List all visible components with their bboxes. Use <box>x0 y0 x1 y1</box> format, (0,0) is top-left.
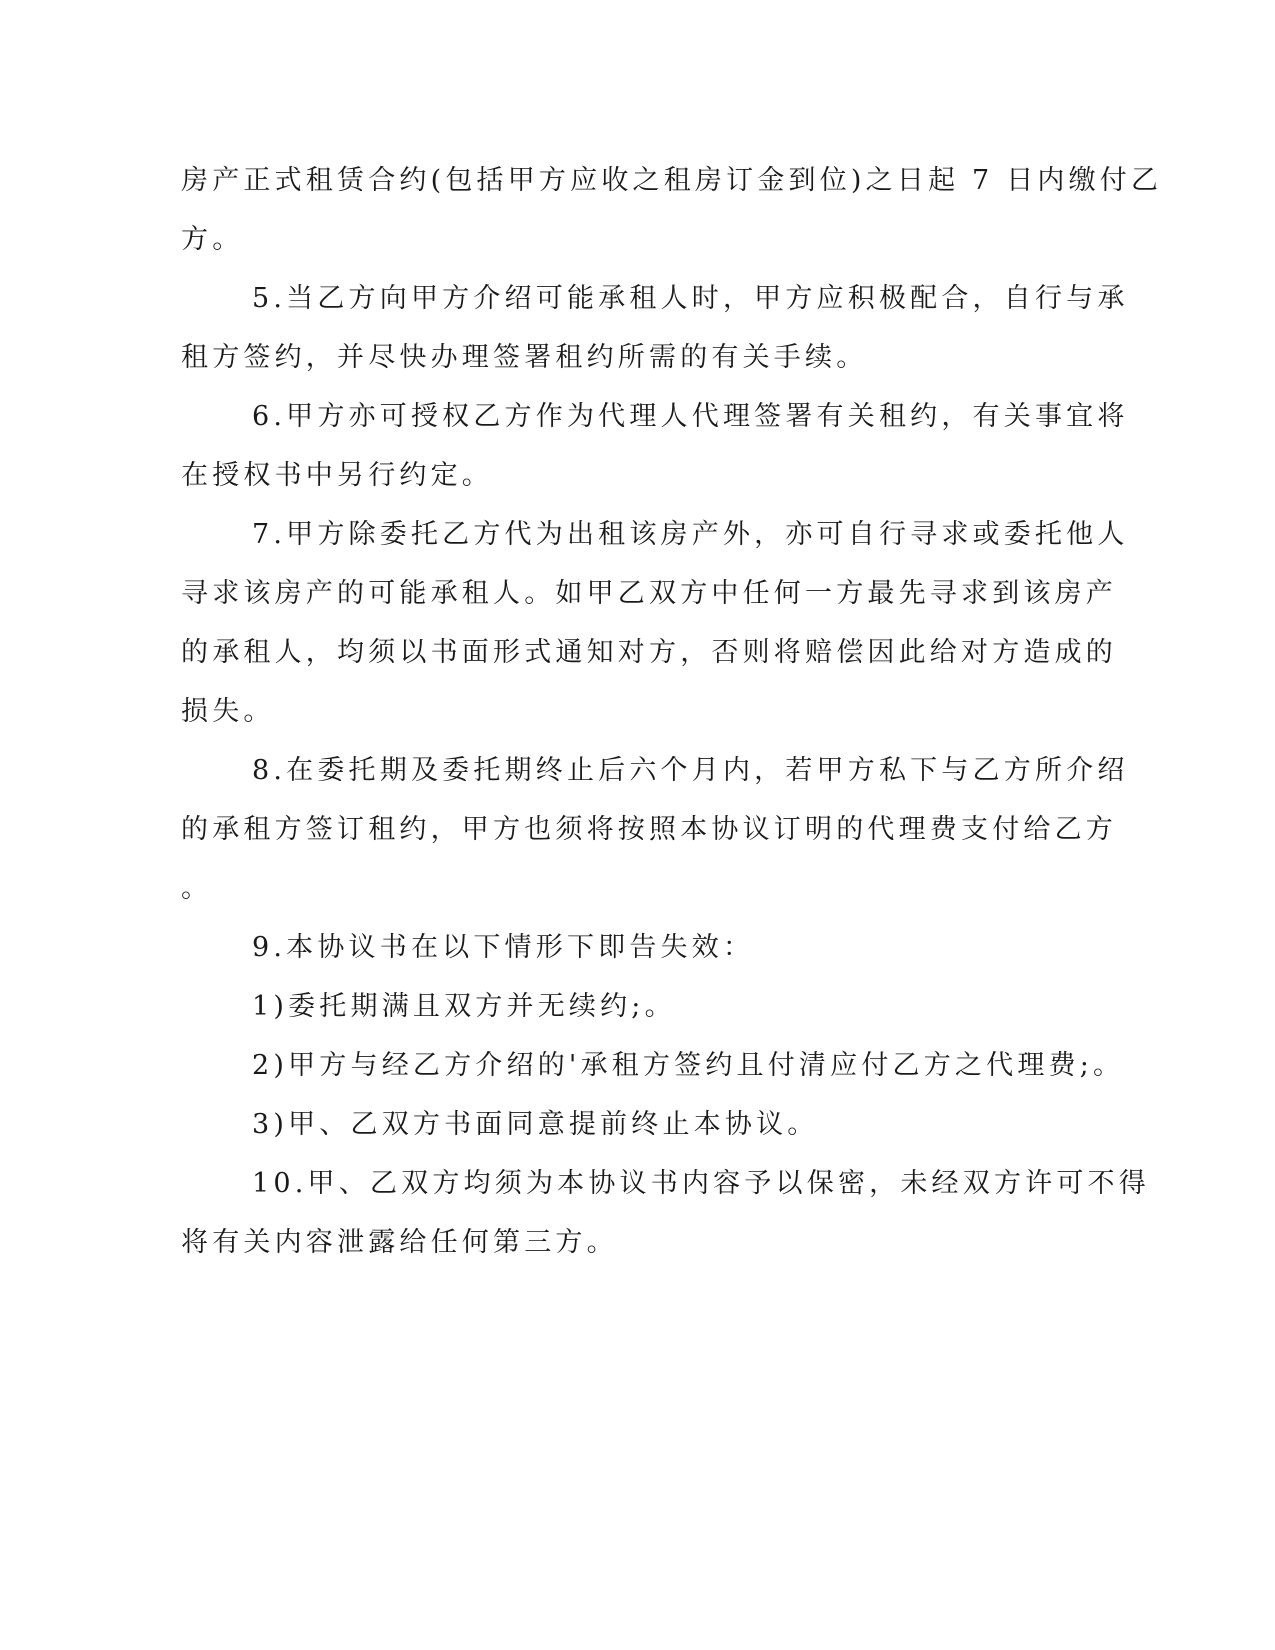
text-line: 房产正式租赁合约(包括甲方应收之租房订金到位)之日起 7 日内缴付乙 <box>181 165 1163 196</box>
text-line: 损失。 <box>181 696 275 727</box>
text-line: 。 <box>181 873 213 904</box>
list-item: 2)甲方与经乙方介绍的'承租方签约且付清应付乙方之代理费;。 <box>252 1050 1125 1081</box>
text-line: 的承租人，均须以书面形式通知对方，否则将赔偿因此给对方造成的 <box>181 637 1117 668</box>
list-item: 1)委托期满且双方并无续约;。 <box>252 991 676 1022</box>
paragraph-8-line: 8.在委托期及委托期终止后六个月内，若甲方私下与乙方所介绍 <box>252 755 1129 786</box>
paragraph-6-line: 6.甲方亦可授权乙方作为代理人代理签署有关租约，有关事宜将 <box>252 401 1129 432</box>
list-item: 3)甲、乙双方书面同意提前终止本协议。 <box>252 1109 819 1140</box>
text-line: 的承租方签订租约，甲方也须将按照本协议订明的代理费支付给乙方 <box>181 814 1117 845</box>
paragraph-5-line: 5.当乙方向甲方介绍可能承租人时，甲方应积极配合，自行与承 <box>252 283 1129 314</box>
text-line: 租方签约，并尽快办理签署租约所需的有关手续。 <box>181 342 868 373</box>
paragraph-7-line: 7.甲方除委托乙方代为出租该房产外，亦可自行寻求或委托他人 <box>252 519 1129 550</box>
text-line: 将有关内容泄露给任何第三方。 <box>181 1227 618 1258</box>
text-line: 寻求该房产的可能承租人。如甲乙双方中任何一方最先寻求到该房产 <box>181 578 1117 609</box>
text-line: 在授权书中另行约定。 <box>181 460 493 491</box>
paragraph-10-line: 10.甲、乙双方均须为本协议书内容予以保密，未经双方许可不得 <box>252 1168 1150 1199</box>
text-line: 方。 <box>181 224 244 255</box>
paragraph-9-line: 9.本协议书在以下情形下即告失效： <box>252 932 755 963</box>
